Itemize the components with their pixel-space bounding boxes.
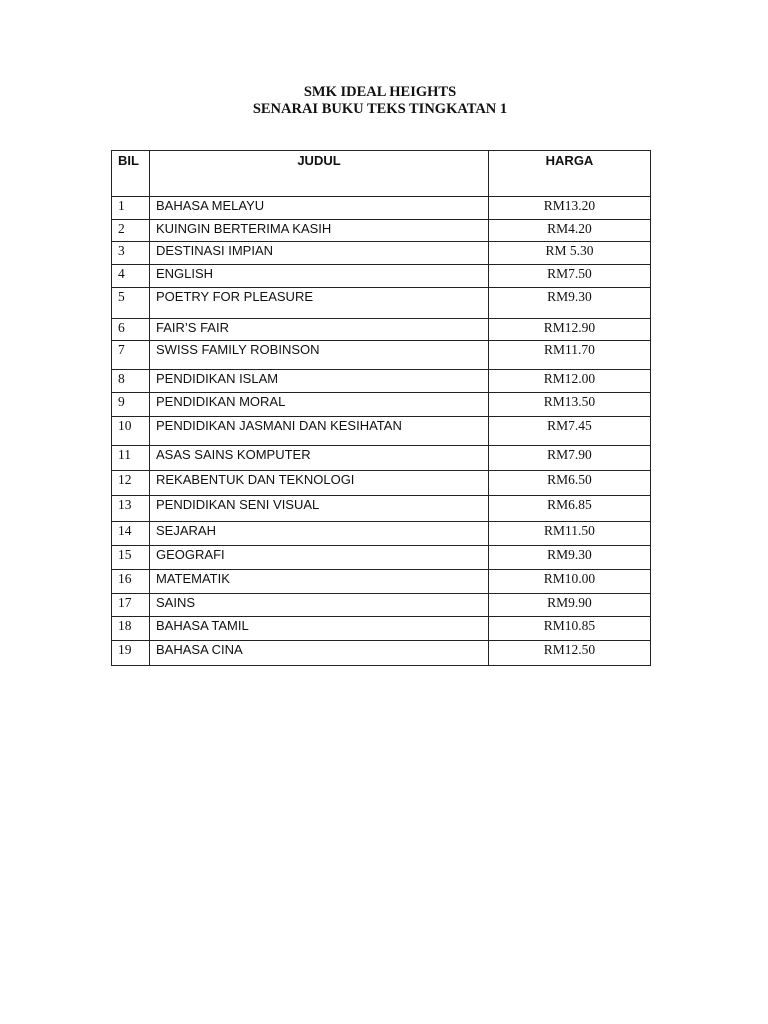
table-row bbox=[112, 446, 651, 471]
book-price: RM11.70 bbox=[489, 341, 651, 370]
row-number: 17 bbox=[112, 594, 150, 617]
table-row bbox=[112, 522, 651, 546]
table-header-row bbox=[112, 151, 651, 197]
book-title: SAINS bbox=[150, 594, 489, 617]
book-title: KUINGIN BERTERIMA KASIH bbox=[150, 220, 489, 242]
book-title: MATEMATIK bbox=[150, 570, 489, 594]
textbook-table bbox=[111, 150, 651, 666]
table-row bbox=[112, 471, 651, 496]
table-row bbox=[112, 341, 651, 370]
book-price: RM6.85 bbox=[489, 496, 651, 522]
row-number: 2 bbox=[112, 220, 150, 242]
book-title: PENDIDIKAN ISLAM bbox=[150, 370, 489, 393]
book-price: RM13.20 bbox=[489, 197, 651, 220]
book-title: BAHASA CINA bbox=[150, 641, 489, 666]
row-number: 9 bbox=[112, 393, 150, 417]
row-number: 8 bbox=[112, 370, 150, 393]
list-title: SENARAI BUKU TEKS TINGKATAN 1 bbox=[252, 101, 508, 117]
book-price: RM12.50 bbox=[489, 641, 651, 666]
row-number: 6 bbox=[112, 319, 150, 341]
table-row bbox=[112, 370, 651, 393]
book-title: BAHASA TAMIL bbox=[150, 617, 489, 641]
table-row bbox=[112, 288, 651, 319]
table-row bbox=[112, 570, 651, 594]
row-number: 4 bbox=[112, 265, 150, 288]
book-price: RM 5.30 bbox=[489, 242, 651, 265]
book-title: DESTINASI IMPIAN bbox=[150, 242, 489, 265]
book-price: RM7.45 bbox=[489, 417, 651, 446]
header-bil: BIL bbox=[112, 151, 150, 197]
book-title: PENDIDIKAN SENI VISUAL bbox=[150, 496, 489, 522]
book-title: REKABENTUK DAN TEKNOLOGI bbox=[150, 471, 489, 496]
table-row bbox=[112, 496, 651, 522]
table-row bbox=[112, 641, 651, 666]
book-price: RM4.20 bbox=[489, 220, 651, 242]
book-price: RM9.30 bbox=[489, 546, 651, 570]
row-number: 15 bbox=[112, 546, 150, 570]
row-number: 3 bbox=[112, 242, 150, 265]
row-number: 14 bbox=[112, 522, 150, 546]
book-title: SWISS FAMILY ROBINSON bbox=[150, 341, 489, 370]
school-name: SMK IDEAL HEIGHTS bbox=[303, 84, 457, 100]
header-judul: JUDUL bbox=[150, 151, 489, 197]
row-number: 12 bbox=[112, 471, 150, 496]
row-number: 19 bbox=[112, 641, 150, 666]
book-title: BAHASA MELAYU bbox=[150, 197, 489, 220]
book-price: RM9.90 bbox=[489, 594, 651, 617]
table-row bbox=[112, 220, 651, 242]
book-price: RM13.50 bbox=[489, 393, 651, 417]
book-title: PENDIDIKAN MORAL bbox=[150, 393, 489, 417]
document-title-block bbox=[0, 84, 760, 118]
row-number: 18 bbox=[112, 617, 150, 641]
table-row bbox=[112, 417, 651, 446]
table-row bbox=[112, 242, 651, 265]
row-number: 16 bbox=[112, 570, 150, 594]
row-number: 11 bbox=[112, 446, 150, 471]
book-price: RM9.30 bbox=[489, 288, 651, 319]
book-title: POETRY FOR PLEASURE bbox=[150, 288, 489, 319]
book-title: ASAS SAINS KOMPUTER bbox=[150, 446, 489, 471]
table-row bbox=[112, 265, 651, 288]
book-title: ENGLISH bbox=[150, 265, 489, 288]
row-number: 10 bbox=[112, 417, 150, 446]
table-row bbox=[112, 319, 651, 341]
book-price: RM10.85 bbox=[489, 617, 651, 641]
table-row bbox=[112, 393, 651, 417]
book-price: RM7.50 bbox=[489, 265, 651, 288]
book-price: RM10.00 bbox=[489, 570, 651, 594]
book-title: GEOGRAFI bbox=[150, 546, 489, 570]
table-body bbox=[112, 197, 651, 666]
table-row bbox=[112, 197, 651, 220]
book-price: RM12.90 bbox=[489, 319, 651, 341]
book-price: RM7.90 bbox=[489, 446, 651, 471]
book-price: RM12.00 bbox=[489, 370, 651, 393]
book-price: RM11.50 bbox=[489, 522, 651, 546]
row-number: 1 bbox=[112, 197, 150, 220]
book-title: PENDIDIKAN JASMANI DAN KESIHATAN bbox=[150, 417, 489, 446]
table-row bbox=[112, 594, 651, 617]
book-title: SEJARAH bbox=[150, 522, 489, 546]
book-title: FAIR’S FAIR bbox=[150, 319, 489, 341]
header-harga: HARGA bbox=[489, 151, 651, 197]
row-number: 7 bbox=[112, 341, 150, 370]
row-number: 13 bbox=[112, 496, 150, 522]
table-row bbox=[112, 617, 651, 641]
row-number: 5 bbox=[112, 288, 150, 319]
book-price: RM6.50 bbox=[489, 471, 651, 496]
table-row bbox=[112, 546, 651, 570]
